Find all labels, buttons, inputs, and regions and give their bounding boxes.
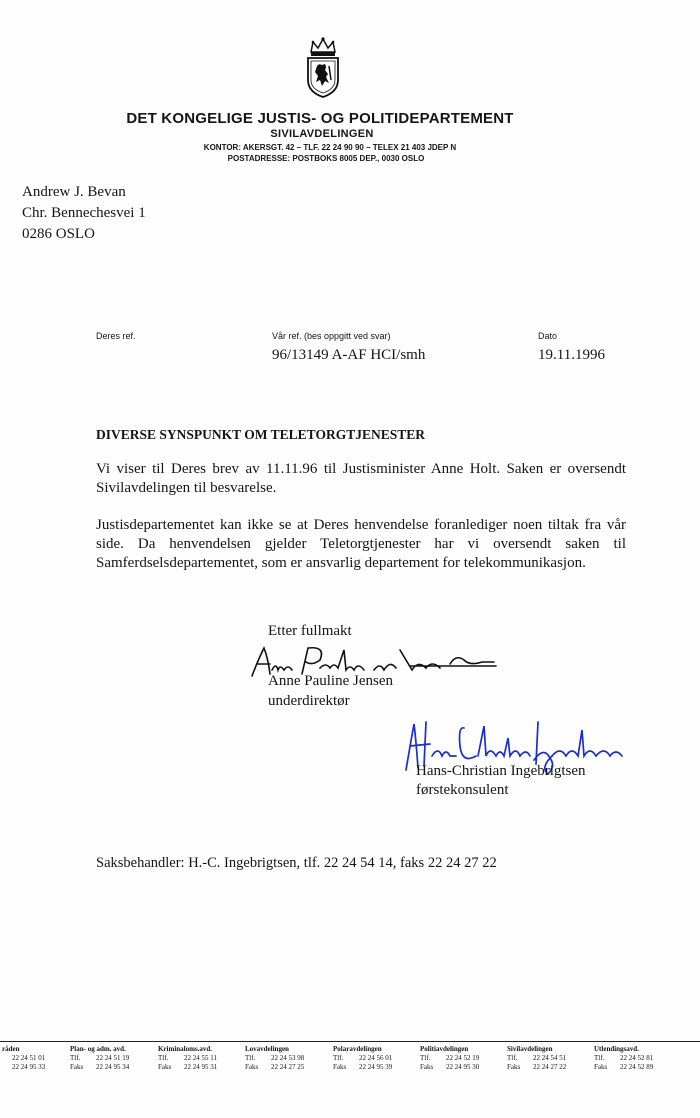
footer-tlf: 22 24 51 19 <box>96 1054 130 1062</box>
recipient-name: Andrew J. Bevan <box>22 184 126 200</box>
paragraph-2: Justisdepartementet kan ikke se at Deres henvendelse foranlediger noen tiltak fra vår side. Da henvendelsen gjelder Teletorgtjenester har vi oversendt saken til Samferdselsdepartementet, som er ansvarlig departement for telekommunikasjon. <box>96 517 626 571</box>
footer-faks: 22 24 95 31 <box>184 1063 218 1071</box>
footer-dept-name: Polaravdelingen <box>333 1045 382 1053</box>
footer-dept-name: Politiavdelingen <box>420 1045 469 1053</box>
footer-dept-name: Kriminaloms.avd. <box>158 1045 213 1053</box>
signer-1-name: Anne Pauline Jensen <box>268 673 393 689</box>
footer-tlf: 22 24 56 01 <box>359 1054 393 1062</box>
paragraph-1: Vi viser til Deres brev av 11.11.96 til Justisminister Anne Holt. Saken er oversendt Sivilavdelingen til besvarelse. <box>96 461 626 496</box>
date-label: Dato <box>538 331 558 341</box>
footer-faks-label: Faks <box>420 1063 434 1071</box>
footer-dept-name: Utlendingsavd. <box>594 1045 639 1053</box>
footer-tlf: 22 24 51 01 <box>12 1054 46 1062</box>
footer-faks-label: Faks <box>70 1063 84 1071</box>
letter-subject: DIVERSE SYNSPUNKT OM TELETORGTJENESTER <box>96 427 425 442</box>
footer-tlf: 22 24 53 98 <box>271 1054 305 1062</box>
signer-2-title: førstekonsulent <box>416 782 509 798</box>
footer-dept-name: Sivilavdelingen <box>507 1045 553 1053</box>
footer-tlf-label: Tlf. <box>158 1054 169 1062</box>
recipient-address <box>22 182 146 245</box>
footer-column <box>245 1045 304 1072</box>
your-ref-label: Deres ref. <box>96 331 136 341</box>
footer-faks: 22 24 95 39 <box>359 1063 393 1071</box>
footer-column <box>333 1045 392 1072</box>
footer-faks: 22 24 27 22 <box>533 1063 567 1071</box>
footer-column <box>158 1045 217 1072</box>
footer-tlf-label: Tlf. <box>594 1054 605 1062</box>
footer-column <box>594 1045 653 1072</box>
footer-faks: 22 24 95 30 <box>446 1063 480 1071</box>
footer-dept-name: råden <box>2 1045 20 1053</box>
footer-column <box>507 1045 566 1072</box>
footer-tlf-label: Tlf. <box>507 1054 518 1062</box>
footer-tlf-label: Tlf. <box>70 1054 81 1062</box>
coat-of-arms-icon <box>303 36 343 98</box>
footer-faks-label: Faks <box>507 1063 521 1071</box>
case-handler-line: Saksbehandler: H.-C. Ingebrigtsen, tlf. 22 24 54 14, faks 22 24 27 22 <box>96 855 497 871</box>
footer-dept-name: Lovavdelingen <box>245 1045 289 1053</box>
footer-tlf-label: Tlf. <box>333 1054 344 1062</box>
footer-tlf: 22 24 54 51 <box>533 1054 567 1062</box>
footer-tlf: 22 24 55 11 <box>184 1054 217 1062</box>
footer-faks-label: Faks <box>158 1063 172 1071</box>
footer-dept-name: Plan- og adm. avd. <box>70 1045 126 1053</box>
footer-column <box>2 1045 45 1072</box>
footer-contacts <box>0 1041 700 1082</box>
our-ref-label: Vår ref. (bes oppgitt ved svar) <box>272 331 391 341</box>
recipient-street: Chr. Bennechesvei 1 <box>22 205 146 221</box>
footer-faks: 22 24 52 89 <box>620 1063 654 1071</box>
footer-column <box>70 1045 129 1072</box>
footer-tlf: 22 24 52 81 <box>620 1054 654 1062</box>
our-ref-value: 96/13149 A-AF HCI/smh <box>272 347 426 363</box>
footer-column <box>420 1045 479 1072</box>
signer-1-title: underdirektør <box>268 693 350 709</box>
recipient-city: 0286 OSLO <box>22 226 95 242</box>
office-address: KONTOR: AKERSGT. 42 – TLF. 22 24 90 90 – TELEX 21 403 JDEP N <box>203 143 457 152</box>
footer-faks-label: Faks <box>245 1063 259 1071</box>
date-value: 19.11.1996 <box>538 347 605 363</box>
authority-line: Etter fullmakt <box>268 623 352 639</box>
footer-faks: 22 24 95 33 <box>12 1063 46 1071</box>
footer-faks: 22 24 95 34 <box>96 1063 130 1071</box>
footer-tlf-label: Tlf. <box>245 1054 256 1062</box>
footer-tlf-label: Tlf. <box>420 1054 431 1062</box>
department-name: DET KONGELIGE JUSTIS- OG POLITIDEPARTEMENT <box>126 110 514 127</box>
footer-faks-label: Faks <box>333 1063 347 1071</box>
footer-faks: 22 24 27 25 <box>271 1063 305 1071</box>
signer-2-name: Hans-Christian Ingebrigtsen <box>416 763 586 779</box>
footer-tlf: 22 24 52 19 <box>446 1054 480 1062</box>
division-name: SIVILAVDELINGEN <box>270 128 374 140</box>
footer-faks-label: Faks <box>594 1063 608 1071</box>
postal-address: POSTADRESSE: POSTBOKS 8005 DEP., 0030 OSLO <box>227 154 425 163</box>
